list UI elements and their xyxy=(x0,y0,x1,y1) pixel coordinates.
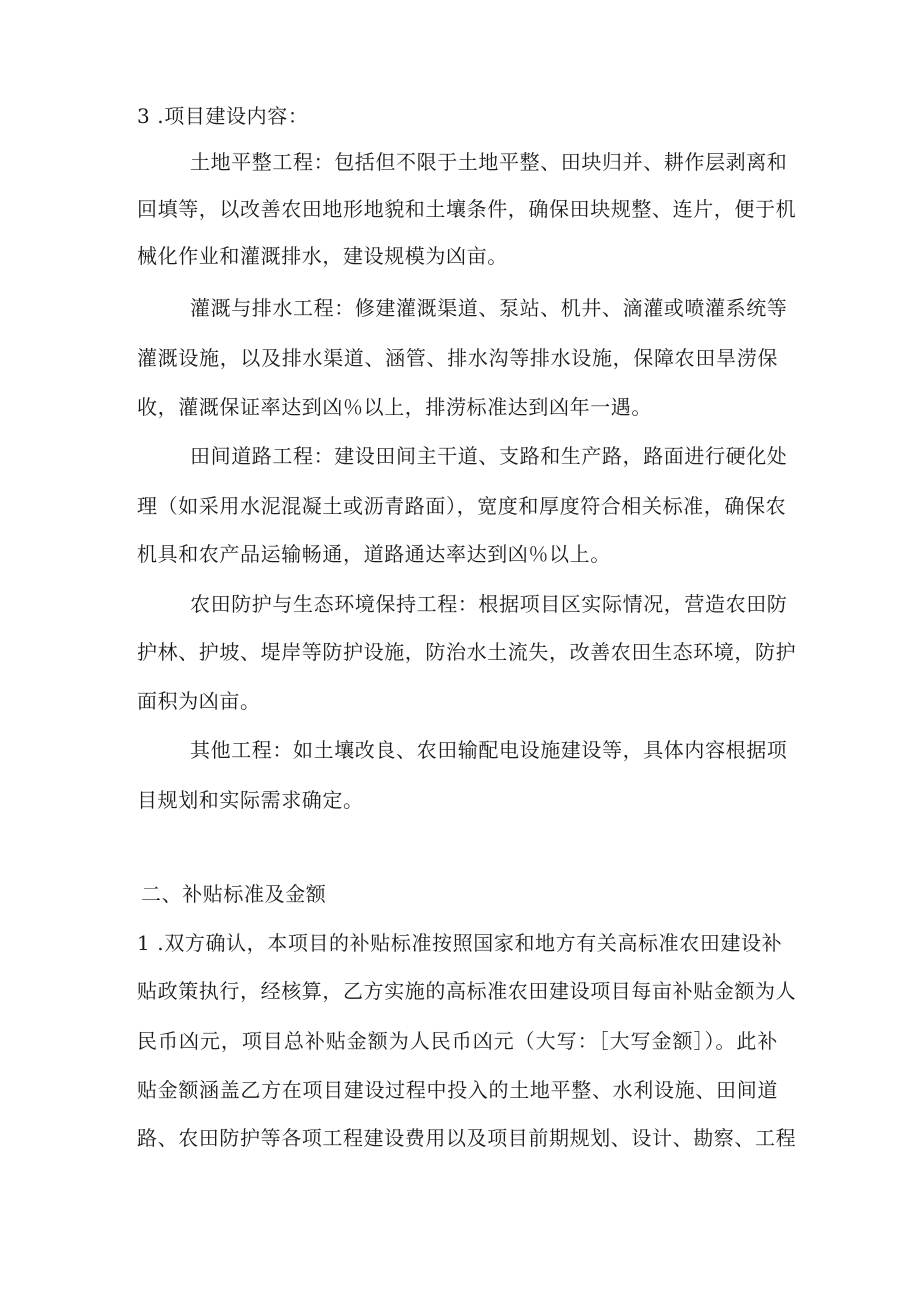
subsidy-item-1-line-3: 民币凶元，项目总补贴金额为人民币凶元（大写：［大写金额］）。此补 xyxy=(137,1029,778,1053)
paragraph-field-roads-line-3: 机具和农产品运输畅通，道路通达率达到凶％以上。 xyxy=(137,542,611,566)
section-heading-subsidy: 二、补贴标准及金额 xyxy=(141,882,327,906)
paragraph-land-leveling-line-1: 土地平整工程：包括但不限于土地平整、田块归并、耕作层剥离和 xyxy=(190,150,788,174)
paragraph-protection-line-1: 农田防护与生态环境保持工程：根据项目区实际情况，营造农田防 xyxy=(190,592,788,616)
subsidy-item-1-line-1: 1 .双方确认，本项目的补贴标准按照国家和地方有关高标准农田建设补 xyxy=(137,931,783,955)
section-heading-project-content: 3 .项目建设内容： xyxy=(137,104,309,128)
paragraph-field-roads-line-1: 田间道路工程：建设田间主干道、支路和生产路，路面进行硬化处 xyxy=(190,444,788,468)
paragraph-protection-line-3: 面积为凶亩。 xyxy=(137,689,261,713)
paragraph-irrigation-line-2: 灌溉设施，以及排水渠道、涵管、排水沟等排水设施，保障农田旱涝保 xyxy=(137,346,778,370)
paragraph-land-leveling-line-3: 械化作业和灌溉排水，建设规模为凶亩。 xyxy=(137,244,508,268)
paragraph-land-leveling-line-2: 回填等，以改善农田地形地貌和土壤条件，确保田块规整、连片，便于机 xyxy=(137,197,797,221)
paragraph-field-roads-line-2: 理（如采用水泥混凝土或沥青路面），宽度和厚度符合相关标准，确保农 xyxy=(137,494,787,518)
subsidy-item-1-line-5: 路、农田防护等各项工程建设费用以及项目前期规划、设计、勘察、工程 xyxy=(137,1126,797,1150)
paragraph-other-works-line-1: 其他工程：如土壤改良、农田输配电设施建设等，具体内容根据项 xyxy=(190,738,788,762)
paragraph-other-works-line-2: 目规划和实际需求确定。 xyxy=(137,788,364,812)
paragraph-protection-line-2: 护林、护坡、堤岸等防护设施，防治水土流失，改善农田生态环境，防护 xyxy=(137,640,797,664)
paragraph-irrigation-line-1: 灌溉与排水工程：修建灌溉渠道、泵站、机井、滴灌或喷灌系统等 xyxy=(190,296,788,320)
paragraph-irrigation-line-3: 收，灌溉保证率达到凶％以上，排涝标准达到凶年一遇。 xyxy=(137,395,652,419)
subsidy-item-1-line-2: 贴政策执行，经核算，乙方实施的高标准农田建设项目每亩补贴金额为人 xyxy=(137,979,797,1003)
subsidy-item-1-line-4: 贴金额涵盖乙方在项目建设过程中投入的土地平整、水利设施、田间道 xyxy=(137,1078,778,1102)
